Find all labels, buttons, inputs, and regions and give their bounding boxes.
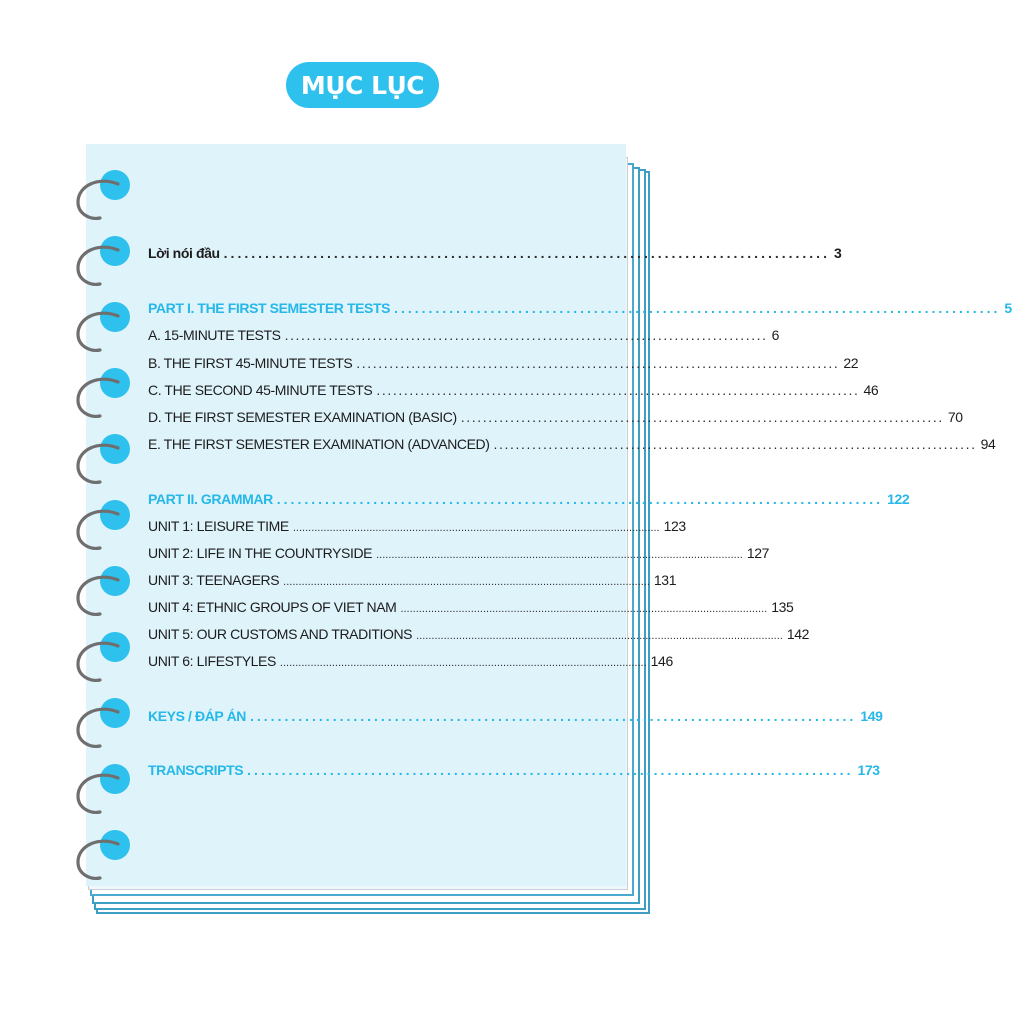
toc-entry-page: 122 [887,491,910,507]
toc-entry-label: D. THE FIRST SEMESTER EXAMINATION (BASIC) [148,409,457,425]
toc-entry-page: 22 [843,355,859,371]
toc-entry-label: UNIT 5: OUR CUSTOMS AND TRADITIONS [148,626,413,642]
spiral-ring-icon [74,302,136,358]
toc-entry-page: 149 [860,708,883,724]
toc-entry-page: 6 [771,327,780,343]
leader-dots: ........................................................................................ [460,409,944,425]
toc-entry-label: TRANSCRIPTS [148,762,244,778]
toc-entry-label: PART I. THE FIRST SEMESTER TESTS [148,300,391,316]
toc-entry-b[interactable] [148,355,859,379]
toc-entry-label: B. THE FIRST 45-MINUTE TESTS [148,355,353,371]
ring-wire-icon [74,764,136,820]
leader-dots: ........................................................................................ [247,762,854,778]
toc-entry-label: PART II. GRAMMAR [148,491,273,507]
toc-entry-page: 135 [771,599,794,615]
leader-dots: ........................................................................................................................ [292,522,660,534]
toc-entry-label: E. THE FIRST SEMESTER EXAMINATION (ADVANCED) [148,436,490,452]
toc-entry-page: 3 [833,245,842,261]
toc-entry-page: 46 [863,382,879,398]
ring-wire-icon [74,830,136,886]
toc-entry-page: 173 [857,762,880,778]
toc-entry-label: KEYS / ĐÁP ÁN [148,708,247,724]
ring-wire-icon [74,632,136,688]
ring-wire-icon [74,236,136,292]
ring-wire-icon [74,566,136,622]
leader-dots: ........................................................................................................................ [416,630,783,642]
spiral-ring-icon [74,566,136,622]
toc-entry-label: UNIT 3: TEENAGERS [148,572,280,588]
spiral-ring-icon [74,632,136,688]
toc-entry-page: 123 [663,518,686,534]
leader-dots: ........................................................................................ [493,436,977,452]
toc-entry-unit-5[interactable] [148,626,810,650]
toc-entry-a[interactable] [148,327,780,351]
ring-wire-icon [74,698,136,754]
leader-dots: ........................................................................................ [223,245,830,261]
toc-entry-page: 127 [746,545,770,561]
toc-entry-label: UNIT 1: LEISURE TIME [148,518,289,534]
toc-entry-unit-6[interactable] [148,653,673,677]
spiral-ring-icon [74,170,136,226]
leader-dots: ........................................................................................................................ [376,549,743,561]
spiral-ring-icon [74,500,136,556]
ring-wire-icon [74,368,136,424]
spiral-ring-icon [74,368,136,424]
toc-entry-page: 70 [947,409,963,425]
toc-entry-label: UNIT 6: LIFESTYLES [148,653,276,669]
toc-entry-page: 131 [653,572,677,588]
leader-dots: ........................................................................................ [284,327,768,343]
leader-dots: ........................................................................................ [376,382,860,398]
toc-entry-c[interactable] [148,382,879,406]
toc-entry-transcripts[interactable] [148,762,880,786]
page-title: MỤC LỤC [286,62,439,108]
toc-entry-label: A. 15-MINUTE TESTS [148,327,281,343]
leader-dots: ........................................................................................................................ [283,576,650,588]
spiral-ring-icon [74,434,136,490]
ring-wire-icon [74,170,136,226]
toc-entry-label: C. THE SECOND 45-MINUTE TESTS [148,382,373,398]
spiral-ring-icon [74,764,136,820]
toc-entry-e[interactable] [148,436,996,460]
toc-entry-unit-3[interactable] [148,572,677,596]
toc-entry-page: 94 [980,436,996,452]
spiral-ring-icon [74,830,136,886]
leader-dots: ........................................................................................................................ [279,657,647,669]
leader-dots: ........................................................................................ [250,708,857,724]
toc-entry-preface[interactable] [148,245,842,269]
ring-wire-icon [74,500,136,556]
ring-wire-icon [74,434,136,490]
toc-entry-part-1[interactable] [148,300,1012,324]
spiral-ring-icon [74,698,136,754]
toc-entry-label: Lời nói đầu [148,245,220,261]
leader-dots: ........................................................................................................................ [400,603,768,615]
leader-dots: ........................................................................................ [394,300,1001,316]
ring-wire-icon [74,302,136,358]
toc-entry-keys[interactable] [148,708,883,732]
toc-entry-unit-1[interactable] [148,518,686,542]
leader-dots: ........................................................................................ [276,491,884,507]
spiral-ring-icon [74,236,136,292]
toc-entry-page: 142 [786,626,810,642]
toc-entry-label: UNIT 2: LIFE IN THE COUNTRYSIDE [148,545,373,561]
leader-dots: ........................................................................................ [356,355,840,371]
toc-entry-page: 146 [650,653,673,669]
toc-entry-unit-2[interactable] [148,545,770,569]
toc-entry-unit-4[interactable] [148,599,794,623]
toc-entry-part-2[interactable] [148,491,910,515]
toc-entry-page: 5 [1004,300,1012,316]
toc-entry-label: UNIT 4: ETHNIC GROUPS OF VIET NAM [148,599,397,615]
toc-entry-d[interactable] [148,409,963,433]
